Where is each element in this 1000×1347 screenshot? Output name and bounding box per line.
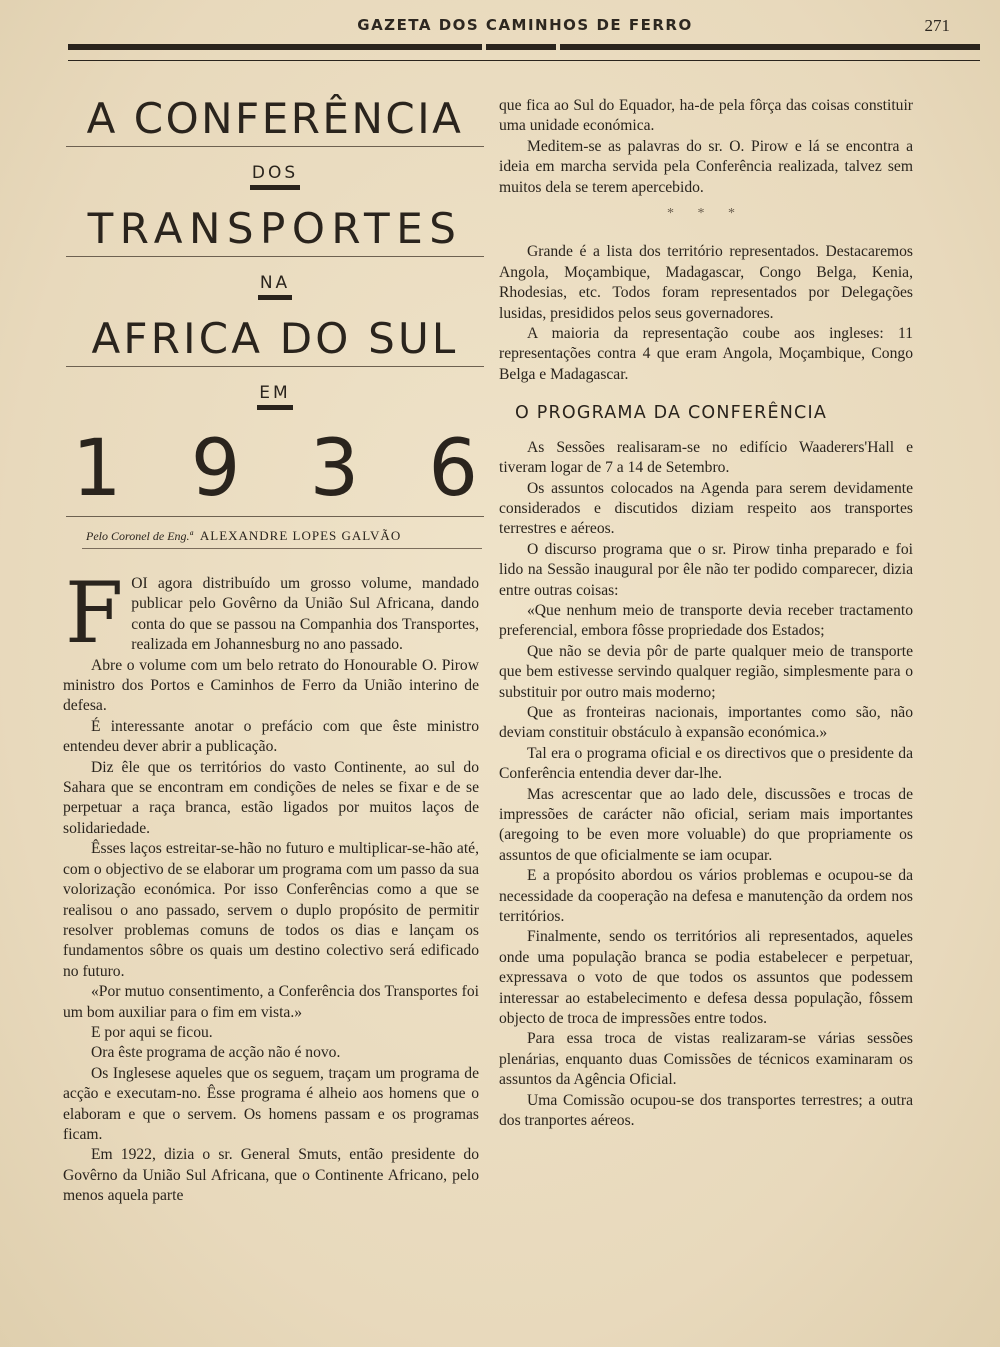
title-line-transportes: TRANSPORTES — [66, 208, 484, 257]
paragraph: Os Inglesese aqueles que os seguem, traçam um programa de acção e executam-no. Êsse programa é alheio aos homens que o elaboram e que o servem. Os homens passam e os programas ficam. — [63, 1064, 479, 1143]
section-heading: O PROGRAMA DA CONFERÊNCIA — [515, 403, 828, 424]
paragraph: Êsses laços estreitar-se-hão no futuro e multiplicar-se-hão até, com o objectivo de se elaborar um programa com um passo da sua volorização económica. Por isso Conferências como a que se realisou o ano passado, servem o duplo propósito de permitir resolver problemas comuns de todos os dias e lançam os fundamentos sôbre os quais um destino colectivo será edificado no futuro. — [63, 840, 479, 980]
paragraph: O discurso programa que o sr. Pirow tinha preparado e foi lido na Sessão inaugural por êle não ter podido comparecer, dizia entre outras coisas: — [499, 540, 913, 599]
paragraph: E a propósito abordou os vários problemas e ocupou-se da necessidade da cooperação na defesa e manutenção da ordem nos territórios. — [499, 867, 913, 926]
paragraph: Mas acrescentar que ao lado dele, discussões e trocas de impressões de carácter não oficial, seriam mais importantes (aregoing to be even more voluable) do que propriamente os assuntos de que oficialmente se iam ocupar. — [499, 785, 913, 864]
paragraph: que fica ao Sul do Equador, ha-de pela fôrça das coisas constituir uma unidade económica. — [499, 97, 913, 135]
year-digit: 3 — [309, 424, 360, 514]
paragraph: Meditem-se as palavras do sr. O. Pirow e lá se encontra a ideia em marcha servida pela Conferência realizada, talvez sem muitos dela se terem apercebido. — [499, 137, 913, 196]
header-rule-break — [556, 43, 560, 57]
paragraph: Finalmente, sendo os territórios ali representados, aqueles onde uma população branca se podia estabelecer e perpetuar, expressava o voto de que todos os assuntos que podessem interessar ao estabelecimento e defesa dessa população, fôssem objecto de troca de impressões entre todos. — [499, 928, 913, 1028]
byline — [86, 528, 486, 544]
right-text-column — [499, 96, 913, 1132]
paragraph: Em 1922, dizia o sr. General Smuts, então presidente do Govêrno da União Sul Africana, que o Continente Africano, pelo menos aquela parte — [63, 1146, 479, 1205]
title-line-africa-do-sul: AFRICA DO SUL — [66, 318, 484, 367]
paragraph: Que as fronteiras nacionais, importantes como são, não deviam constituir obstáculo à expansão económica.» — [499, 703, 913, 742]
paragraph: E por aqui se ficou. — [91, 1023, 213, 1041]
year-digit: 1 — [72, 424, 122, 514]
paragraph: As Sessões realisaram-se no edifício Waaderers'Hall e tiveram logar de 7 a 14 de Setembro. — [499, 438, 913, 477]
publication-title: GAZETA DOS CAMINHOS DE FERRO — [357, 16, 693, 34]
section-separator: * * * — [667, 206, 745, 222]
paragraph: É interessante anotar o prefácio com que êste ministro entendeu dever abrir a publicação. — [63, 717, 479, 756]
header-rule — [68, 44, 980, 61]
year-digit: 6 — [428, 424, 478, 514]
header-rule-break — [482, 43, 486, 57]
page-number: 271 — [924, 16, 950, 35]
byline-rule — [82, 548, 482, 549]
paragraph: Para essa troca de vistas realizaram-se várias sessões plenárias, enquanto duas Comissões de técnicos examinaram os assuntos da Agência Oficial. — [499, 1030, 913, 1089]
paragraph: Uma Comissão ocupou-se dos transportes terrestres; a outra dos tranportes aéreos. — [499, 1091, 913, 1130]
paragraph: Diz êle que os territórios do vasto Continente, ao sul do Sahara que se encontram em condições de neles se fixar e de se perpetuar a raça branca, estão ligados por muitos laços de solidariedade. — [63, 758, 479, 837]
drop-cap: F — [65, 564, 124, 662]
paragraph: Que não se devia pôr de parte qualquer meio de transporte que bem estivesse servindo qualquer região, simplesmente para o substituir por outro mais moderno; — [499, 642, 913, 701]
paragraph: Tal era o programa oficial e os directivos que o presidente da Conferência entendia dever dar-lhe. — [499, 744, 913, 783]
paragraph: «Que nenhum meio de transporte devia receber tractamento preferencial, embora fôsse propriedade dos Estados; — [499, 601, 913, 640]
opening-paragraph — [63, 564, 479, 662]
paragraph: Os assuntos colocados na Agenda para serem devidamente considerados e discutidos diziam respeito aos transportes terrestres e aéreos. — [499, 479, 913, 538]
paragraph: Ora êste programa de acção não é novo. — [91, 1044, 341, 1062]
paragraph: Grande é a lista dos território representados. Destacaremos Angola, Moçambique, Madagascar, Congo Belga, Kenia, Rhodesias, etc. Todos foram representados por Delegações lusidas, presididos pelos seus governadores. — [499, 243, 913, 322]
paragraph: A maioria da representação coube aos ingleses: 11 representações contra 4 que eram Angola, Moçambique, Congo Belga e Madagascar. — [499, 325, 913, 383]
byline-prefix: Pelo Coronel de Eng.ª — [86, 529, 193, 543]
article-title-block — [66, 90, 484, 517]
title-year — [66, 424, 484, 517]
left-text-column — [63, 564, 479, 1207]
paragraph: «Por mutuo consentimento, a Conferência dos Transportes foi um bom auxiliar para o fim em vista.» — [63, 983, 479, 1021]
title-line-conferencia: A CONFERÊNCIA — [66, 98, 484, 147]
byline-author: ALEXANDRE LOPES GALVÃO — [199, 528, 402, 543]
year-digit: 9 — [190, 424, 241, 514]
title-word-dos: DOS — [250, 163, 300, 190]
running-head — [70, 14, 980, 40]
opening-text: OI agora distribuído um grosso volume, mandado publicar pelo Govêrno da União Sul Africana, dando conta do que se passou na Companhia dos Transportes, realizada em Johannesburg no ano passado. — [131, 575, 479, 654]
title-word-na: NA — [258, 273, 292, 300]
paragraph: Abre o volume com um belo retrato do Honourable O. Pirow ministro dos Portos e Caminhos de Ferro da União interino de defesa. — [63, 656, 479, 715]
title-word-em: EM — [257, 383, 292, 410]
